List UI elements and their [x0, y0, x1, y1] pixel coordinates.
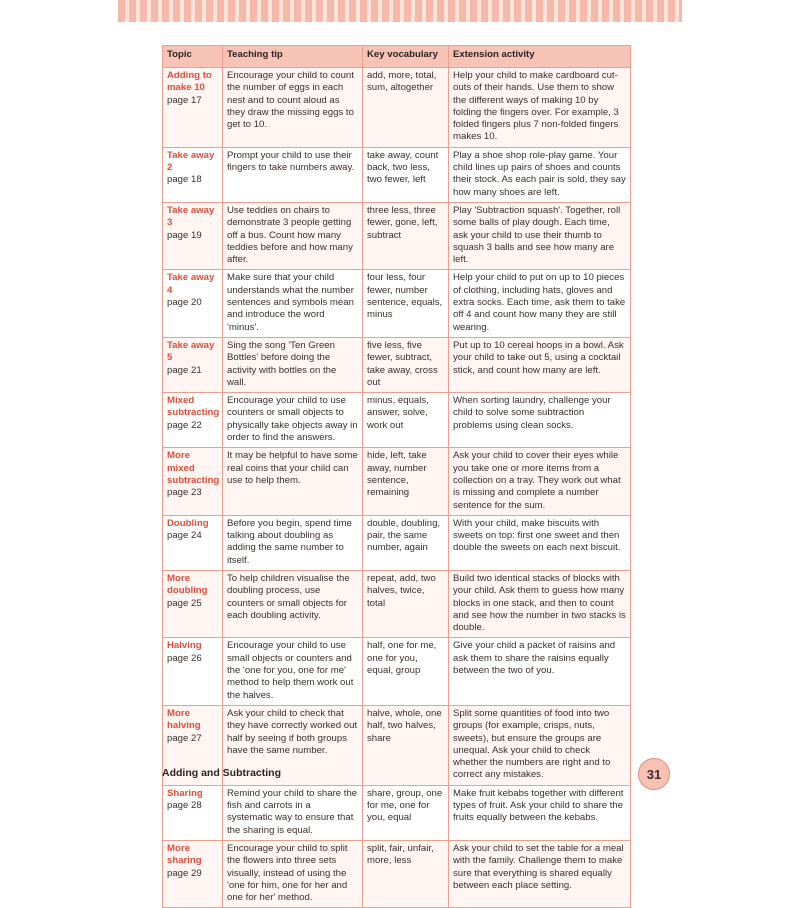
topic-cell	[163, 270, 223, 337]
topic-page-ref: page 28	[167, 800, 202, 812]
key-vocabulary-cell: five less, five fewer, subtract, take away, cross out	[363, 337, 449, 392]
topic-cell	[163, 448, 223, 515]
topic-page-ref: page 27	[167, 732, 202, 744]
table-row	[163, 515, 631, 570]
extension-activity-cell: With your child, make biscuits with sweets on top: first one sweet and then double the sweets on each next biscuit.	[449, 515, 631, 570]
topic-name: More halving	[167, 707, 201, 732]
table-row	[163, 270, 631, 337]
teaching-tip-cell: Sing the song 'Ten Green Bottles' before doing the activity with bottles on the wall.	[223, 337, 363, 392]
header-teaching-tip: Teaching tip	[223, 46, 363, 68]
topic-cell	[163, 68, 223, 148]
topic-page-ref: page 18	[167, 174, 202, 186]
topic-page-ref: page 19	[167, 229, 202, 241]
key-vocabulary-cell: add, more, total, sum, altogether	[363, 68, 449, 148]
topic-cell	[163, 785, 223, 840]
topic-name: Mixed subtracting	[167, 395, 220, 419]
topic-page-ref: page 21	[167, 364, 202, 376]
topic-cell	[163, 638, 223, 705]
section-title: Adding and Subtracting	[162, 767, 281, 779]
table-row	[163, 638, 631, 705]
topic-name: Take away 5	[167, 339, 215, 364]
table-header-row	[163, 46, 631, 68]
teaching-tip-cell: Encourage your child to split the flowers into three sets visually, instead of using the 'one for him, one for her and one for her' method.	[223, 840, 363, 907]
topic-name: Take away 2	[167, 149, 215, 174]
teaching-tip-cell: Encourage your child to count the number of eggs in each nest and to count aloud as they draw the missing eggs to get to 10.	[223, 68, 363, 148]
topic-page-ref: page 17	[167, 94, 202, 106]
decorative-top-stripes	[118, 0, 682, 22]
topic-name: Doubling	[167, 517, 209, 529]
topic-cell	[163, 570, 223, 637]
table-row	[163, 68, 631, 148]
topic-page-ref: page 22	[167, 419, 202, 431]
topic-cell	[163, 515, 223, 570]
table-row	[163, 570, 631, 637]
topic-name: Sharing	[167, 787, 203, 799]
extension-activity-cell: Split some quantities of food into two groups (for example, crisps, nuts, sweets), but ensure the groups are unequal. Ask your child to check whether the numbers are right and to correct any mistakes.	[449, 705, 631, 785]
table-row	[163, 337, 631, 392]
header-topic: Topic	[163, 46, 223, 68]
extension-activity-cell: Build two identical stacks of blocks with your child. Ask them to guess how many blocks in one stack, and then to count and see how the number in two stacks is double.	[449, 570, 631, 637]
key-vocabulary-cell: four less, four fewer, number sentence, equals, minus	[363, 270, 449, 337]
topic-name: More sharing	[167, 842, 202, 867]
topic-page-ref: page 20	[167, 297, 202, 309]
extension-activity-cell: Help your child to put on up to 10 pieces of clothing, including hats, gloves and extra socks. Each time, ask them to take off 4 and count how many they are still wearing.	[449, 270, 631, 337]
teaching-tip-cell: Use teddies on chairs to demonstrate 3 people getting off a bus. Count how many teddies before and how many after.	[223, 202, 363, 269]
extension-activity-cell: Put up to 10 cereal hoops in a bowl. Ask your child to take out 5, using a cocktail stick, and count how many are left.	[449, 337, 631, 392]
key-vocabulary-cell: halve, whole, one half, two halves, share	[363, 705, 449, 785]
teaching-tip-cell: Prompt your child to use their fingers to take numbers away.	[223, 147, 363, 202]
key-vocabulary-cell: three less, three fewer, gone, left, subtract	[363, 202, 449, 269]
page-number: 31	[646, 766, 662, 782]
topic-page-ref: page 29	[167, 867, 202, 879]
key-vocabulary-cell: take away, count back, two less, two fewer, left	[363, 147, 449, 202]
teaching-tip-cell: It may be helpful to have some real coins that your child can use to help them.	[223, 448, 363, 515]
topic-page-ref: page 24	[167, 530, 202, 542]
extension-activity-cell: Ask your child to set the table for a meal with the family. Challenge them to make sure that everything is shared equally between each place setting.	[449, 840, 631, 907]
key-vocabulary-cell: split, fair, unfair, more, less	[363, 840, 449, 907]
topic-name: More doubling	[167, 572, 208, 597]
teaching-tip-cell: To help children visualise the doubling process, use counters or small objects for each doubling activity.	[223, 570, 363, 637]
page-number-badge	[638, 758, 670, 790]
topic-cell	[163, 393, 223, 448]
topic-page-ref: page 23	[167, 487, 202, 499]
table-row	[163, 202, 631, 269]
topic-cell	[163, 202, 223, 269]
teaching-tip-cell: Ask your child to check that they have correctly worked out half by seeing if both groups have the same number.	[223, 705, 363, 785]
teaching-tip-cell: Before you begin, spend time talking about doubling as adding the same number to itself.	[223, 515, 363, 570]
table-row	[163, 840, 631, 907]
teaching-tip-cell: Remind your child to share the fish and carrots in a systematic way to ensure that the sharing is equal.	[223, 785, 363, 840]
topic-name: Adding to make 10	[167, 70, 212, 94]
extension-activity-cell: Help your child to make cardboard cut-outs of their hands. Use them to show the different ways of making 10 by folding the fingers over. For example, 3 folded fingers plus 7 non-folded fingers makes 10.	[449, 68, 631, 148]
header-extension-activity: Extension activity	[449, 46, 631, 68]
table-row	[163, 147, 631, 202]
topic-cell	[163, 337, 223, 392]
extension-activity-cell: Play 'Subtraction squash'. Together, roll some balls of play dough. Each time, ask your child to use their thumb to squash 3 balls and see how many are left.	[449, 202, 631, 269]
key-vocabulary-cell: minus, equals, answer, solve, work out	[363, 393, 449, 448]
topic-name: Take away 4	[167, 272, 215, 296]
table-row	[163, 393, 631, 448]
topic-page-ref: page 25	[167, 597, 202, 609]
topic-cell	[163, 840, 223, 907]
teaching-tip-cell: Encourage your child to use small objects or counters and the 'one for you, one for me' method to help them work out the halves.	[223, 638, 363, 705]
table-body	[163, 68, 631, 908]
key-vocabulary-cell: hide, left, take away, number sentence, remaining	[363, 448, 449, 515]
topic-name: More mixed subtracting	[167, 450, 220, 486]
teaching-tip-cell: Make sure that your child understands what the number sentences and symbols mean and introduce the word 'minus'.	[223, 270, 363, 337]
topic-cell	[163, 147, 223, 202]
extension-activity-cell: When sorting laundry, challenge your child to solve some subtraction problems using clean socks.	[449, 393, 631, 448]
topic-name: Take away 3	[167, 204, 215, 229]
topic-page-ref: page 26	[167, 652, 202, 664]
key-vocabulary-cell: share, group, one for me, one for you, equal	[363, 785, 449, 840]
extension-activity-cell: Make fruit kebabs together with different types of fruit. Ask your child to share the fruits equally between the kebabs.	[449, 785, 631, 840]
topic-name: Halving	[167, 640, 202, 652]
extension-activity-cell: Ask your child to cover their eyes while you take one or more items from a collection on a tray. They work out what is missing and complete a number sentence for the sum.	[449, 448, 631, 515]
extension-activity-cell: Play a shoe shop role-play game. Your child lines up pairs of shoes and counts their stock. As each pair is sold, they say how many shoes are left.	[449, 147, 631, 202]
header-key-vocabulary: Key vocabulary	[363, 46, 449, 68]
table-row	[163, 448, 631, 515]
table-row	[163, 785, 631, 840]
key-vocabulary-cell: half, one for me, one for you, equal, group	[363, 638, 449, 705]
key-vocabulary-cell: double, doubling, pair, the same number, again	[363, 515, 449, 570]
key-vocabulary-cell: repeat, add, two halves, twice, total	[363, 570, 449, 637]
extension-activity-cell: Give your child a packet of raisins and ask them to share the raisins equally between the two of you.	[449, 638, 631, 705]
teaching-tip-cell: Encourage your child to use counters or small objects to physically take objects away in order to find the answers.	[223, 393, 363, 448]
